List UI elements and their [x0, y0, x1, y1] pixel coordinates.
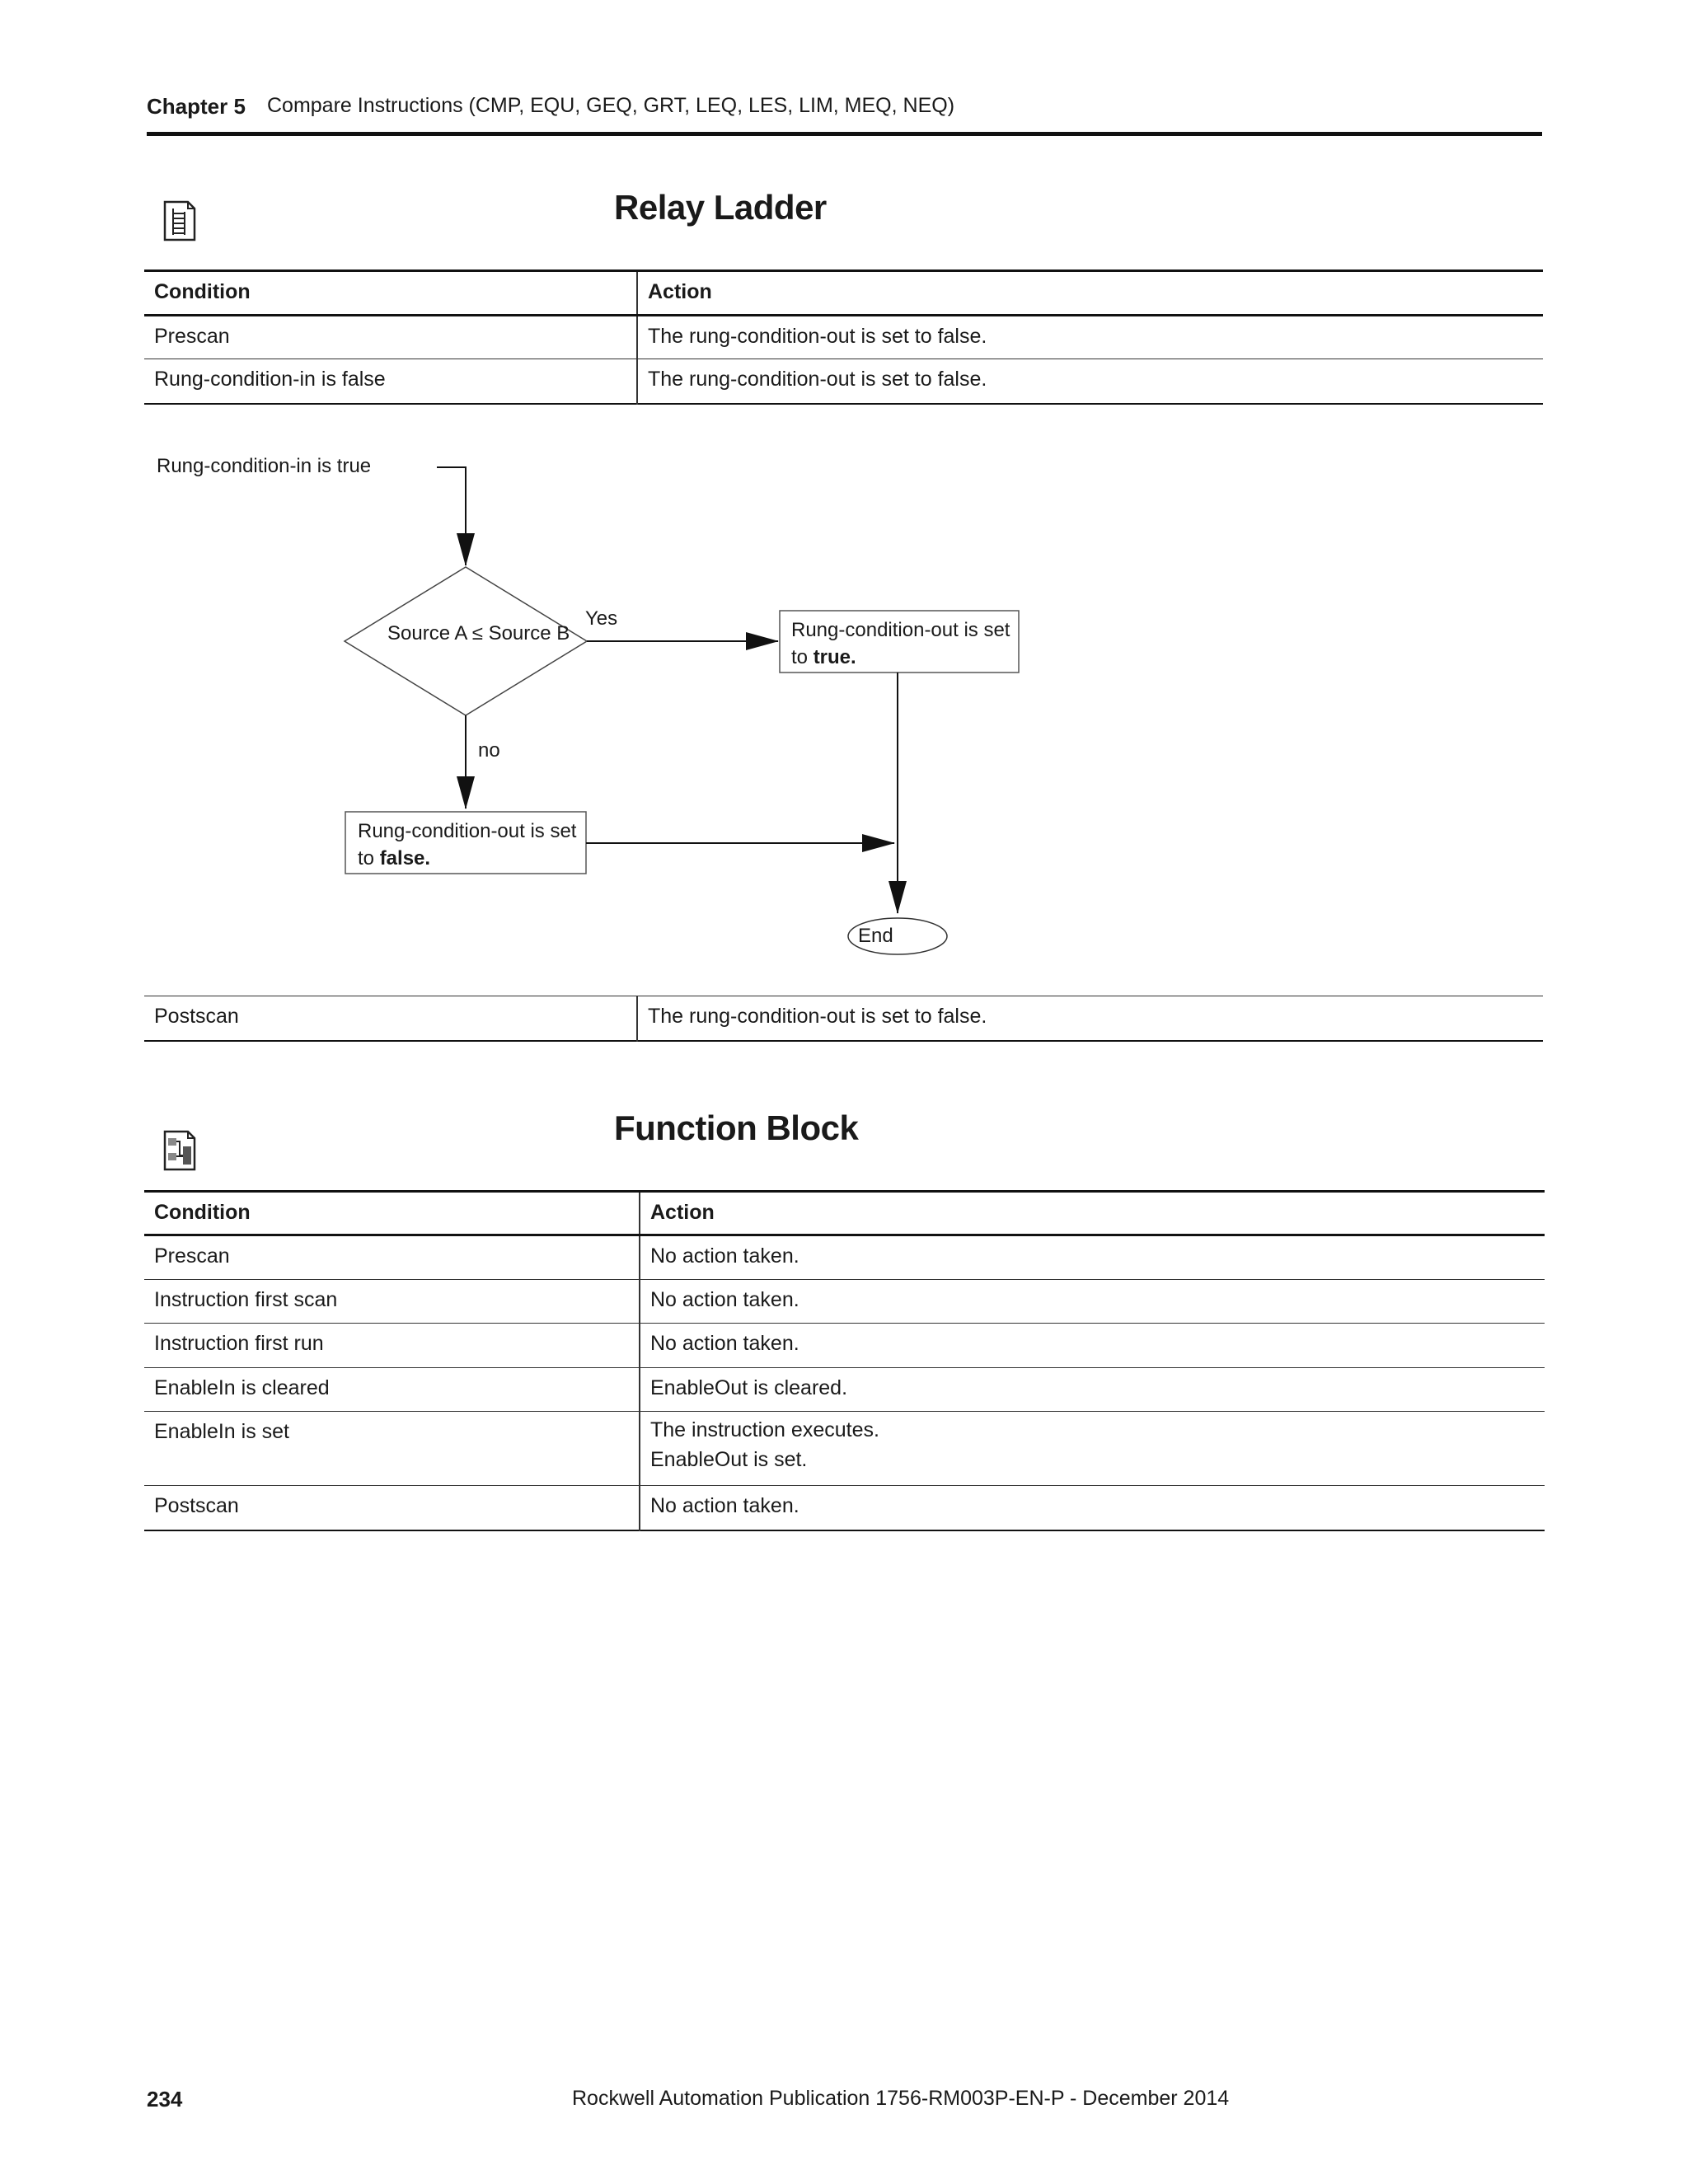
table-row: [144, 1324, 1545, 1368]
chapter-title: Compare Instructions (CMP, EQU, GEQ, GRT, LEQ, LES, LIM, MEQ, NEQ): [267, 94, 955, 117]
function-block-title: Function Block: [614, 1108, 859, 1147]
decision-label: Source A ≤ Source B: [387, 622, 570, 644]
true-box-bold: true.: [813, 646, 856, 668]
relay-ladder-postscan-table: [144, 996, 1543, 1042]
table-row: [144, 996, 1543, 1041]
action-cell: The rung-condition-out is set to false.: [637, 996, 1543, 1041]
condition-cell: Prescan: [154, 325, 230, 348]
table-row: [144, 1368, 1545, 1412]
action-cell: No action taken.: [640, 1324, 1545, 1368]
false-box-bold: false.: [379, 847, 431, 869]
action-header: Action: [640, 1192, 1545, 1235]
yes-label: Yes: [585, 607, 618, 630]
action-line-2: EnableOut is set.: [650, 1448, 808, 1471]
start-label: Rung-condition-in is true: [157, 455, 372, 477]
action-line-1: The instruction executes.: [650, 1418, 879, 1441]
false-box-prefix: to: [358, 847, 380, 869]
false-box-text: [358, 818, 576, 872]
condition-cell: Prescan: [154, 1244, 230, 1268]
condition-cell: Instruction first run: [154, 1332, 324, 1355]
start-connector: [437, 467, 466, 565]
table-row: [144, 1412, 1545, 1486]
condition-cell: Rung-condition-in is false: [154, 368, 386, 391]
function-block-icon: [162, 1130, 198, 1171]
action-header: Action: [637, 271, 1543, 316]
action-cell: No action taken.: [640, 1486, 1545, 1530]
condition-cell: Postscan: [154, 1494, 239, 1517]
end-label: End: [858, 925, 893, 947]
flowchart: [0, 0, 1688, 989]
condition-cell: EnableIn is cleared: [154, 1376, 330, 1399]
chapter-label: Chapter 5: [147, 94, 246, 119]
action-cell: [640, 1412, 1545, 1486]
condition-cell: Postscan: [154, 1005, 239, 1028]
table-row: [144, 1235, 1545, 1280]
condition-header: Condition: [154, 280, 251, 303]
condition-cell: Instruction first scan: [154, 1288, 338, 1311]
action-cell: The rung-condition-out is set to false.: [637, 316, 1543, 359]
action-cell: EnableOut is cleared.: [640, 1368, 1545, 1412]
action-cell: The rung-condition-out is set to false.: [637, 359, 1543, 404]
no-label: no: [478, 739, 500, 762]
false-box-line1: Rung-condition-out is set: [358, 820, 577, 842]
publication-info: Rockwell Automation Publication 1756-RM003P-EN-P - December 2014: [572, 2087, 1230, 2110]
condition-header: Condition: [154, 1201, 251, 1224]
true-box-prefix: to: [791, 646, 814, 668]
table-row: [144, 1280, 1545, 1324]
function-block-table: [144, 1190, 1545, 1531]
true-box-line2: [791, 644, 1010, 671]
table-row: [144, 1486, 1545, 1530]
true-box-text: [791, 616, 1010, 671]
page-number: 234: [147, 2087, 183, 2111]
action-cell: No action taken.: [640, 1235, 1545, 1280]
action-cell: No action taken.: [640, 1280, 1545, 1324]
condition-cell: EnableIn is set: [154, 1420, 289, 1443]
false-box-line2: [358, 845, 576, 872]
table-header-row: [144, 1192, 1545, 1235]
true-box-line1: Rung-condition-out is set: [791, 619, 1010, 641]
relay-ladder-title: Relay Ladder: [614, 188, 827, 227]
